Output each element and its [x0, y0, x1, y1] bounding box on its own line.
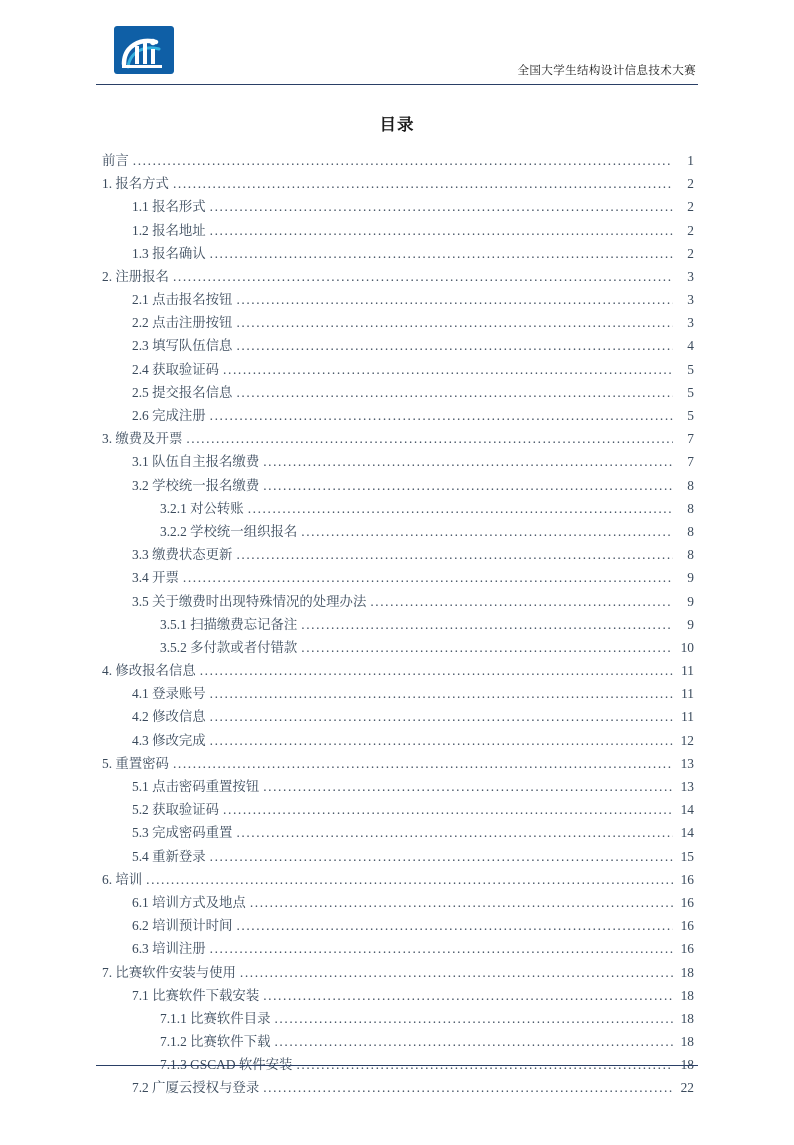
- toc-entry[interactable]: [102, 729, 694, 752]
- toc-entry-page-number: 4: [687, 338, 694, 354]
- toc-entry-page-number: 16: [680, 894, 694, 910]
- toc-entry[interactable]: [102, 172, 694, 195]
- toc-leader-dots: [263, 1084, 673, 1100]
- toc-entry-label: 3.2.2 学校统一组织报名: [160, 523, 298, 539]
- toc-entry[interactable]: [102, 1030, 694, 1053]
- toc-entry-label: 1.3 报名确认: [132, 245, 206, 261]
- toc-leader-dots: [236, 921, 673, 937]
- toc-entry-page-number: 2: [687, 199, 694, 215]
- toc-entry-label: 3.1 队伍自主报名缴费: [132, 454, 260, 470]
- header-title: 全国大学生结构设计信息技术大赛: [517, 65, 696, 77]
- document-header: [96, 22, 698, 85]
- toc-entry[interactable]: [102, 497, 694, 520]
- toc-leader-dots: [236, 829, 673, 845]
- toc-entry[interactable]: [102, 682, 694, 705]
- toc-leader-dots: [263, 991, 673, 1007]
- toc-entry[interactable]: [102, 335, 694, 358]
- toc-entry-label: 2. 注册报名: [102, 268, 169, 284]
- toc-entry[interactable]: [102, 265, 694, 288]
- toc-leader-dots: [274, 1014, 673, 1030]
- toc-leader-dots: [146, 875, 673, 891]
- toc-entry-page-number: 13: [680, 755, 694, 771]
- toc-leader-dots: [223, 365, 673, 381]
- toc-leader-dots: [236, 388, 673, 404]
- toc-entry-page-number: 5: [687, 384, 694, 400]
- toc-entry-page-number: 11: [681, 709, 694, 725]
- toc-entry-page-number: 13: [680, 779, 694, 795]
- toc-leader-dots: [236, 295, 673, 311]
- toc-leader-dots: [370, 597, 673, 613]
- toc-entry-page-number: 18: [680, 964, 694, 980]
- toc-entry-label: 1. 报名方式: [102, 176, 169, 192]
- toc-entry-page-number: 8: [687, 477, 694, 493]
- toc-entry[interactable]: [102, 242, 694, 265]
- toc-entry-label: 4.2 修改信息: [132, 709, 206, 725]
- toc-entry-page-number: 15: [680, 848, 694, 864]
- toc-entry-label: 前言: [102, 152, 129, 168]
- toc-entry-page-number: 18: [680, 1034, 694, 1050]
- toc-leader-dots: [186, 434, 673, 450]
- toc-leader-dots: [236, 550, 673, 566]
- toc-entry-label: 4.3 修改完成: [132, 732, 206, 748]
- toc-entry[interactable]: [102, 775, 694, 798]
- toc-entry-label: 3.3 缴费状态更新: [132, 547, 233, 563]
- toc-entry-page-number: 22: [680, 1080, 694, 1096]
- toc-entry-label: 2.5 提交报名信息: [132, 384, 233, 400]
- toc-entry-page-number: 9: [687, 616, 694, 632]
- table-of-contents: [96, 149, 698, 1100]
- toc-entry[interactable]: [102, 149, 694, 172]
- toc-entry-label: 1.2 报名地址: [132, 222, 206, 238]
- toc-entry[interactable]: [102, 752, 694, 775]
- toc-entry[interactable]: [102, 404, 694, 427]
- toc-leader-dots: [296, 1061, 673, 1077]
- toc-entry[interactable]: [102, 1007, 694, 1030]
- toc-leader-dots: [200, 666, 673, 682]
- toc-entry-page-number: 9: [687, 570, 694, 586]
- toc-entry[interactable]: [102, 381, 694, 404]
- toc-entry-page-number: 2: [687, 245, 694, 261]
- toc-entry-label: 7.1.1 比赛软件目录: [160, 1010, 271, 1026]
- toc-entry[interactable]: [102, 543, 694, 566]
- toc-entry-page-number: 1: [687, 152, 694, 168]
- toc-entry-page-number: 7: [687, 431, 694, 447]
- toc-leader-dots: [133, 156, 673, 172]
- toc-entry-label: 6.2 培训预计时间: [132, 918, 233, 934]
- toc-entry-page-number: 5: [687, 361, 694, 377]
- toc-entry[interactable]: [102, 636, 694, 659]
- toc-entry[interactable]: [102, 984, 694, 1007]
- toc-entry[interactable]: [102, 659, 694, 682]
- toc-entry[interactable]: [102, 358, 694, 381]
- toc-entry-label: 6. 培训: [102, 871, 143, 887]
- toc-entry-label: 4.1 登录账号: [132, 686, 206, 702]
- toc-leader-dots: [210, 736, 673, 752]
- toc-entry-label: 2.1 点击报名按钮: [132, 292, 233, 308]
- toc-entry-label: 3.5.2 多付款或者付错款: [160, 639, 298, 655]
- toc-entry-page-number: 8: [687, 523, 694, 539]
- toc-entry-page-number: 8: [687, 500, 694, 516]
- toc-leader-dots: [173, 759, 673, 775]
- toc-leader-dots: [210, 945, 673, 961]
- toc-entry[interactable]: [102, 821, 694, 844]
- toc-entry-page-number: 16: [680, 941, 694, 957]
- toc-entry-label: 2.2 点击注册按钮: [132, 315, 233, 331]
- toc-entry[interactable]: [102, 219, 694, 242]
- toc-entry-page-number: 3: [687, 315, 694, 331]
- toc-entry-label: 4. 修改报名信息: [102, 663, 196, 679]
- toc-entry-label: 3.2 学校统一报名缴费: [132, 477, 260, 493]
- toc-leader-dots: [210, 249, 673, 265]
- toc-entry-page-number: 16: [680, 918, 694, 934]
- toc-entry[interactable]: [102, 798, 694, 821]
- toc-entry[interactable]: [102, 868, 694, 891]
- toc-entry-label: 5.1 点击密码重置按钮: [132, 779, 260, 795]
- toc-entry-page-number: 3: [687, 292, 694, 308]
- toc-leader-dots: [223, 805, 673, 821]
- toc-entry-page-number: 18: [680, 1057, 694, 1073]
- toc-entry[interactable]: [102, 311, 694, 334]
- toc-entry[interactable]: [102, 450, 694, 473]
- toc-entry-page-number: 18: [680, 987, 694, 1003]
- toc-entry-page-number: 2: [687, 176, 694, 192]
- toc-leader-dots: [210, 852, 673, 868]
- toc-entry-label: 7. 比赛软件安装与使用: [102, 964, 236, 980]
- toc-entry-page-number: 12: [680, 732, 694, 748]
- toc-entry-label: 2.4 获取验证码: [132, 361, 220, 377]
- toc-entry-label: 1.1 报名形式: [132, 199, 206, 215]
- toc-entry-page-number: 14: [680, 825, 694, 841]
- toc-leader-dots: [240, 968, 673, 984]
- toc-entry-label: 5.2 获取验证码: [132, 802, 220, 818]
- toc-leader-dots: [210, 713, 673, 729]
- toc-entry-label: 5.4 重新登录: [132, 848, 206, 864]
- toc-entry-page-number: 11: [681, 663, 694, 679]
- toc-entry[interactable]: [102, 914, 694, 937]
- toc-entry[interactable]: [102, 520, 694, 543]
- brand-logo-icon: [112, 24, 176, 76]
- toc-entry-page-number: 14: [680, 802, 694, 818]
- toc-leader-dots: [173, 179, 673, 195]
- toc-leader-dots: [263, 481, 673, 497]
- toc-entry-label: 3.2.1 对公转账: [160, 500, 244, 516]
- toc-leader-dots: [210, 203, 673, 219]
- toc-entry-label: 7.1 比赛软件下载安装: [132, 987, 260, 1003]
- toc-entry[interactable]: [102, 1077, 694, 1100]
- toc-entry[interactable]: [102, 961, 694, 984]
- toc-entry-label: 6.3 培训注册: [132, 941, 206, 957]
- toc-entry-label: 6.1 培训方式及地点: [132, 894, 246, 910]
- toc-entry-label: 5. 重置密码: [102, 755, 169, 771]
- toc-entry-label: 3.5 关于缴费时出现特殊情况的处理办法: [132, 593, 367, 609]
- toc-leader-dots: [263, 458, 673, 474]
- toc-entry-page-number: 16: [680, 871, 694, 887]
- toc-entry[interactable]: [102, 891, 694, 914]
- toc-leader-dots: [236, 319, 673, 335]
- toc-entry[interactable]: [102, 937, 694, 960]
- toc-entry-page-number: 18: [680, 1010, 694, 1026]
- toc-leader-dots: [263, 782, 673, 798]
- toc-entry-label: 3. 缴费及开票: [102, 431, 183, 447]
- toc-leader-dots: [210, 226, 673, 242]
- toc-leader-dots: [301, 620, 673, 636]
- toc-leader-dots: [301, 527, 673, 543]
- toc-entry-page-number: 5: [687, 408, 694, 424]
- toc-entry-label: 2.3 填写队伍信息: [132, 338, 233, 354]
- toc-entry[interactable]: [102, 845, 694, 868]
- toc-entry[interactable]: [102, 706, 694, 729]
- toc-entry-label: 7.2 广厦云授权与登录: [132, 1080, 260, 1096]
- toc-entry-page-number: 8: [687, 547, 694, 563]
- toc-entry[interactable]: [102, 427, 694, 450]
- toc-leader-dots: [183, 574, 673, 590]
- toc-entry-label: 7.1.3 GSCAD 软件安装: [160, 1057, 293, 1073]
- toc-entry[interactable]: [102, 288, 694, 311]
- toc-leader-dots: [236, 342, 673, 358]
- toc-entry-page-number: 10: [680, 639, 694, 655]
- toc-entry-label: 3.4 开票: [132, 570, 179, 586]
- toc-entry-label: 5.3 完成密码重置: [132, 825, 233, 841]
- page-title: 目录: [379, 116, 415, 134]
- toc-entry-page-number: 3: [687, 268, 694, 284]
- toc-leader-dots: [248, 504, 673, 520]
- toc-entry-page-number: 7: [687, 454, 694, 470]
- toc-leader-dots: [173, 272, 673, 288]
- toc-entry[interactable]: [102, 195, 694, 218]
- toc-entry-page-number: 11: [681, 686, 694, 702]
- toc-leader-dots: [210, 411, 673, 427]
- toc-entry-label: 7.1.2 比赛软件下载: [160, 1034, 271, 1050]
- toc-entry-label: 2.6 完成注册: [132, 408, 206, 424]
- document-page: [0, 22, 794, 1145]
- toc-leader-dots: [301, 643, 673, 659]
- toc-entry[interactable]: [102, 590, 694, 613]
- toc-entry-page-number: 9: [687, 593, 694, 609]
- toc-leader-dots: [250, 898, 673, 914]
- toc-entry-label: 3.5.1 扫描缴费忘记备注: [160, 616, 298, 632]
- toc-entry[interactable]: [102, 613, 694, 636]
- toc-leader-dots: [274, 1037, 673, 1053]
- toc-leader-dots: [210, 690, 673, 706]
- toc-entry[interactable]: [102, 474, 694, 497]
- footer-divider: [96, 1065, 698, 1067]
- toc-entry-page-number: 2: [687, 222, 694, 238]
- toc-entry[interactable]: [102, 566, 694, 589]
